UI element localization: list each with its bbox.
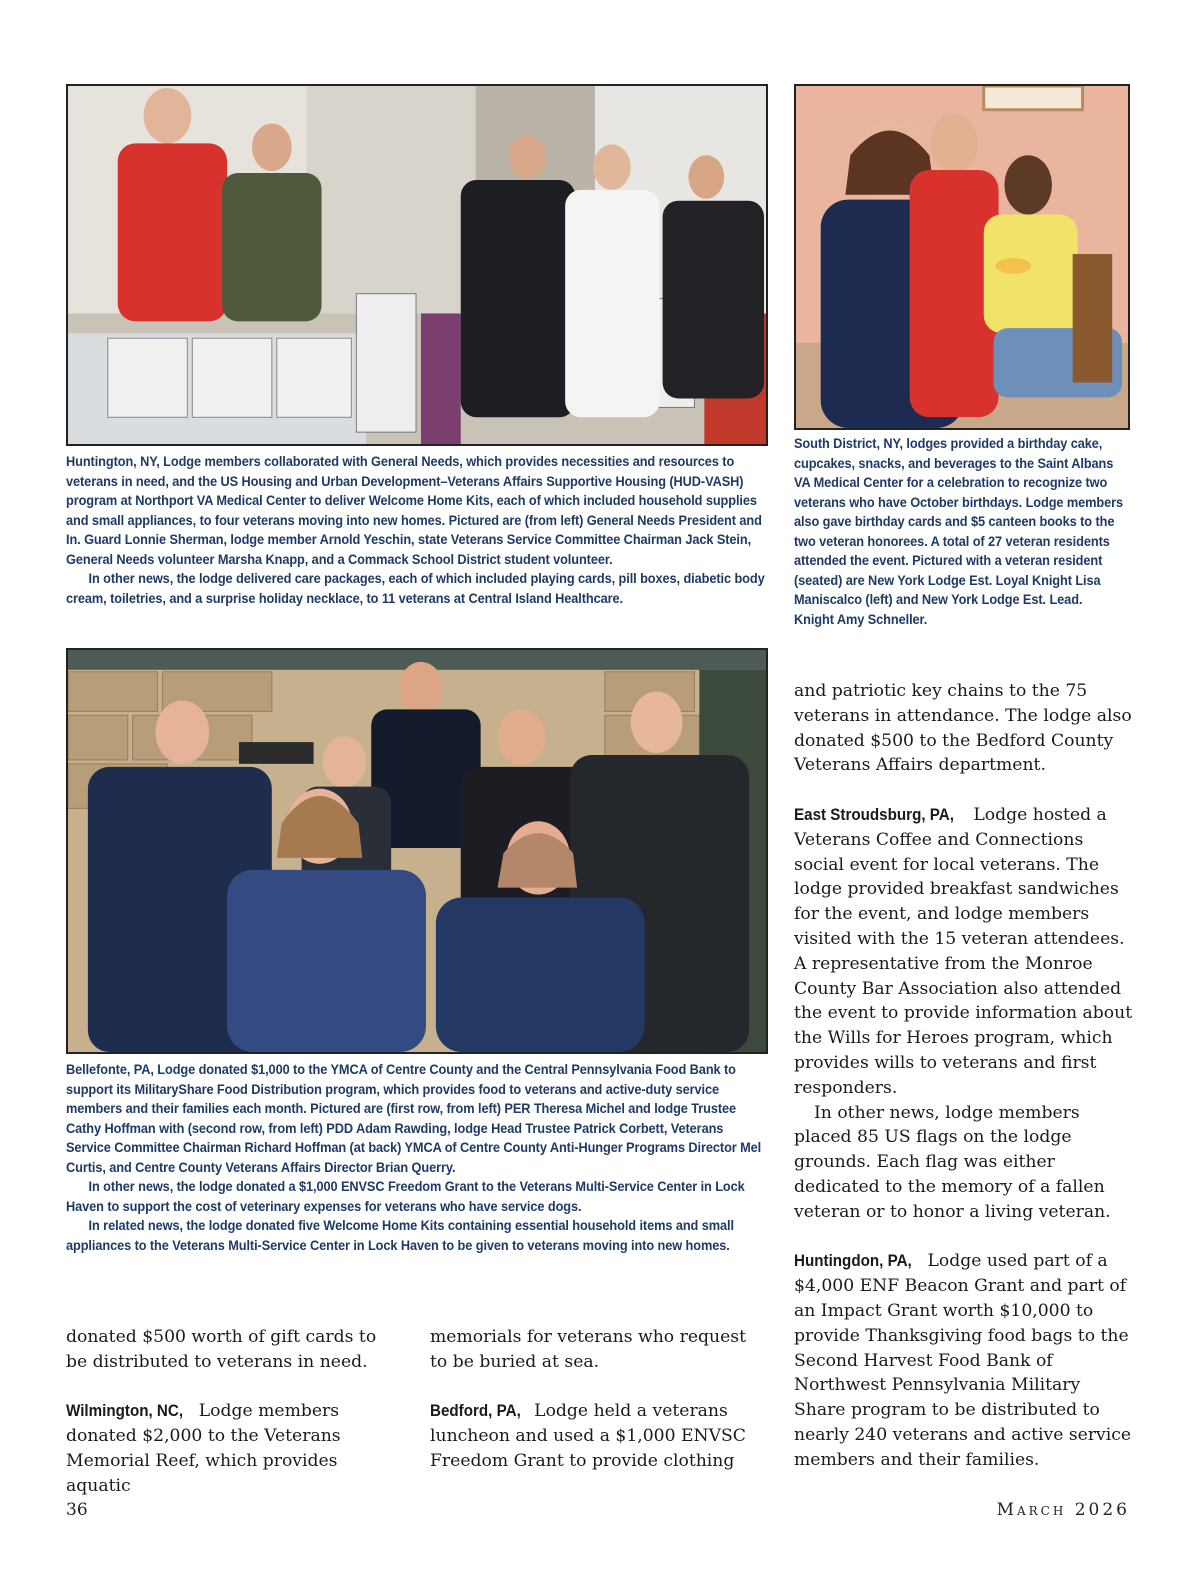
body-text: Lodge used part of a $4,000 ENF Beacon Grant and part of an Impact Grant worth $10,000 to provide Thanksgiving food bags to the Second Harvest Food Bank of Northwest Pennsylvania Military Share program to be distributed to nearly 240 veterans and active service members and their families.: [794, 1251, 1132, 1470]
page-number: 36: [66, 1500, 88, 1520]
place-name: East Stroudsburg, PA,: [794, 805, 954, 824]
caption-huntington-ny: [66, 452, 766, 608]
body-paragraph: and patriotic key chains to the 75 veterans in attendance. The lodge also donated $500 to the Bedford County Veterans Affairs department.: [794, 681, 1132, 776]
body-text: Lodge held a veterans luncheon and used a $1,000 ENVSC Freedom Grant to provide clothing: [430, 1401, 746, 1471]
place-name: Wilmington, NC,: [66, 1402, 184, 1421]
caption-paragraph: In other news, the lodge donated a $1,000 ENVSC Freedom Grant to the Veterans Multi-Service Center in Lock Haven to support the cost of veterinary expenses for veterans who have service dogs.: [66, 1179, 745, 1214]
body-column-1: [66, 1325, 396, 1499]
caption-paragraph: In related news, the lodge donated five Welcome Home Kits containing essential household items and small appliances to the Veterans Multi-Service Center in Lock Haven to be given to veterans moving into new homes.: [66, 1218, 734, 1253]
body-text: Lodge hosted a Veterans Coffee and Connections social event for local veterans. The lodge provided breakfast sandwiches for the event, and lodge members visited with the 15 veteran attendees. A representative from the Monroe County Bar Association also attended the event to provide information about the Wills for Heroes program, which provides wills to veterans and first responders.: [794, 804, 1133, 1098]
place-name: Bedford, PA,: [430, 1402, 521, 1421]
caption-lead: Bellefonte, PA,: [66, 1062, 154, 1077]
place-name: Huntingdon, PA,: [794, 1252, 912, 1271]
body-paragraph: In other news, lodge members placed 85 US flags on the lodge grounds. Each flag was either dedicated to the memory of a fallen veteran or to honor a living veteran.: [794, 1102, 1111, 1222]
photo-huntington-group: [66, 84, 768, 446]
caption-bellefonte-pa: [66, 1060, 763, 1255]
caption-text: Lodge members collaborated with General Needs, which provides necessities and resources to veterans in need, and the US Housing and Urban Development–Veterans Affairs Supportive Housing (HUD-VASH) program at Northport VA Medical Center to deliver Welcome Home Kits, each of which included household supplies and small appliances, to four veterans moving into new homes. Pictured are (from left) General Needs President and In. Guard Lonnie Sherman, lodge member Arnold Yeschin, state Veterans Service Committee Chairman Jack Stein, General Needs volunteer Marsha Knapp, and a Commack School District student volunteer.: [66, 454, 762, 567]
caption-text: Lodge donated $1,000 to the YMCA of Centre County and the Central Pennsylvania Food Bank to support its MilitaryShare Food Distribution program, which provides food to veterans and active-duty service members and their families each month. Pictured are (first row, from left) PER Theresa Michel and lodge Trustee Cathy Hoffman with (second row, from left) PDD Adam Rawding, lodge Head Trustee Patrick Corbett, Veterans Service Committee Chairman Richard Hoffman (at back) YMCA of Centre County Anti-Hunger Programs Director Mel Curtis, and Centre County Veterans Affairs Director Brian Querry.: [66, 1062, 762, 1175]
body-column-2: [430, 1325, 768, 1474]
body-paragraph: memorials for veterans who request to be buried at sea.: [430, 1327, 746, 1372]
issue-date: March 2026: [996, 1500, 1130, 1520]
caption-paragraph: In other news, the lodge delivered care packages, each of which included playing cards, pill boxes, diabetic body cream, toiletries, and a surprise holiday necklace, to 11 veterans at Central Island Healthcare.: [66, 571, 765, 606]
caption-lead: Huntington, NY,: [66, 454, 160, 469]
caption-text: lodges provided a birthday cake, cupcakes, snacks, and beverages to the Saint Albans VA Medical Center for a celebration to recognize two veterans who have October birthdays. Lodge members also gave birthday cards and $5 canteen books to the two veteran honorees. A total of 27 veteran residents attended the event. Pictured with a veteran resident (seated) are New York Lodge Est. Loyal Knight Lisa Maniscalco (left) and New York Lodge Est. Lead. Knight Amy Schneller.: [794, 436, 1124, 627]
photo-bellefonte-group: [66, 648, 768, 1054]
body-text: Lodge members donated $2,000 to the Veterans Memorial Reef, which provides aquatic: [66, 1401, 341, 1496]
body-paragraph: donated $500 worth of gift cards to be distributed to veterans in need.: [66, 1327, 377, 1372]
caption-lead: South District, NY,: [794, 436, 903, 451]
caption-south-district-ny: [794, 434, 1125, 629]
photo-south-district: [794, 84, 1130, 430]
body-column-3: [794, 679, 1134, 1473]
